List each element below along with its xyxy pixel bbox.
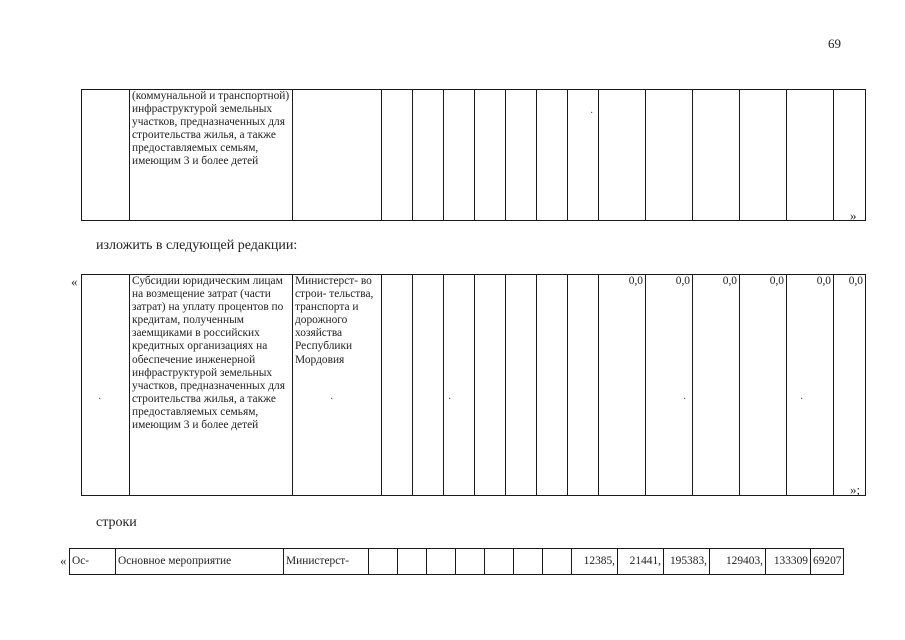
- table-new-edition: [81, 274, 866, 496]
- value-cell: 12385,: [572, 549, 618, 575]
- code-cell: Ос-: [70, 549, 116, 575]
- scan-dot: ·: [98, 394, 102, 405]
- page-number: 69: [828, 36, 841, 51]
- value-cell: 0,0: [693, 275, 740, 496]
- paragraph-text: изложить в следующей редакции:: [96, 238, 298, 253]
- value-cell: 21441,: [618, 549, 664, 575]
- value-cell: 133309: [766, 549, 811, 575]
- table-continuation: [81, 89, 866, 221]
- value-cell: 0,0: [740, 275, 787, 496]
- value-cell: 195383,: [664, 549, 710, 575]
- description-cell: (коммунальной и транспортной) инфраструктурой земельных участков, предназначенных для строительства жилья, а также предоставляемых семьям, имеющим 3 и более детей: [130, 90, 293, 221]
- value-cell: 0,0: [646, 275, 693, 496]
- executor-cell: [293, 90, 382, 221]
- value-cell: 0,0: [834, 275, 866, 496]
- description-cell: Основное мероприятие: [116, 549, 284, 575]
- value-cell: 129403,: [710, 549, 766, 575]
- table-row: [82, 275, 866, 496]
- paragraph-text: строки: [96, 515, 137, 530]
- value-cell: 0,0: [787, 275, 834, 496]
- opening-quote: «: [60, 553, 67, 568]
- description-cell: Субсидии юридическим лицам на возмещение затрат (части затрат) на уплату процентов по кредитам, полученным заемщиками в российских кредитных организациях на обеспечение инженерной инфраструктурой земельных участков, предназначенных для строительства жилья, а также предоставляемых семьям, имеющим 3 и более детей: [130, 275, 293, 496]
- closing-quote: »: [850, 208, 857, 223]
- code-cell: [82, 275, 130, 496]
- table-row: [70, 549, 844, 575]
- scan-dot: ·: [330, 394, 334, 405]
- closing-quote: »;: [850, 482, 861, 497]
- executor-cell: Министерст-: [284, 549, 369, 575]
- executor-cell: Министерст- во строи- тельства, транспорта и дорожного хозяйства Республики Мордовия: [293, 275, 382, 496]
- value-cell: 0,0: [599, 275, 646, 496]
- scan-dot: ·: [448, 394, 452, 405]
- table-lines: [69, 548, 844, 575]
- table-row: [82, 90, 866, 221]
- code-cell: [82, 90, 130, 221]
- value-cell: 69207: [811, 549, 844, 575]
- opening-quote: «: [71, 274, 78, 289]
- scan-dot: ·: [800, 394, 804, 405]
- scan-dot: ·: [590, 108, 594, 119]
- scan-dot: ·: [683, 394, 687, 405]
